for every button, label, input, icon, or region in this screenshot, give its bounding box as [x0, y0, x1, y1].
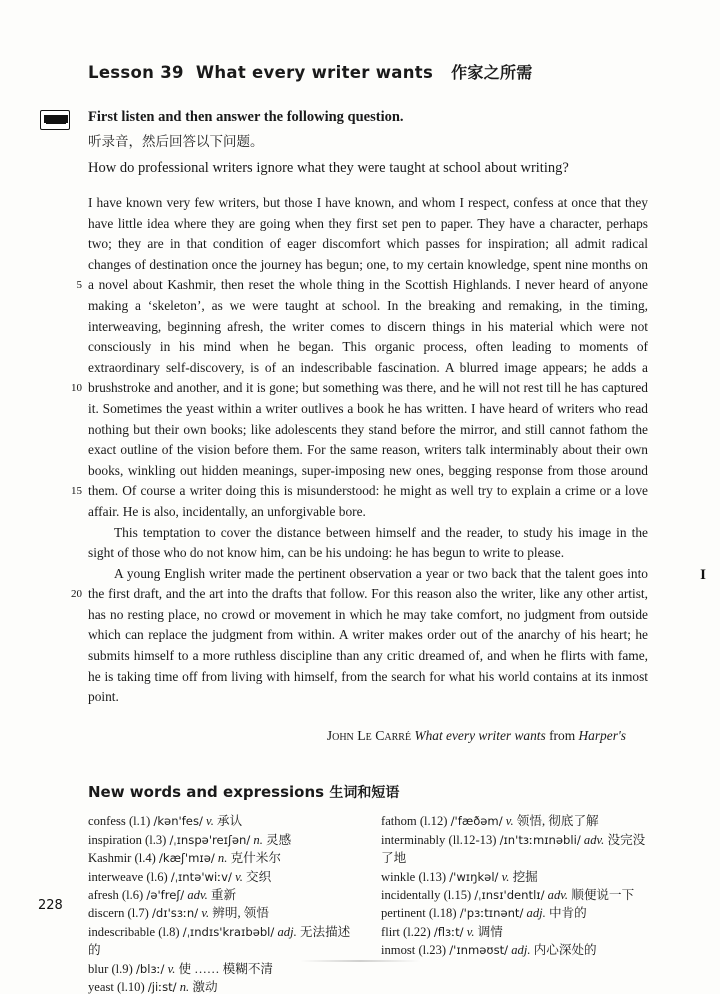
new-word-translation: 承认	[217, 814, 243, 829]
new-word-ref: (l.4)	[134, 851, 156, 866]
new-word-entry	[381, 923, 648, 941]
new-word-translation: 辨明, 领悟	[212, 906, 269, 921]
new-words-heading	[88, 782, 648, 802]
new-word-ref: (l.1)	[128, 814, 151, 829]
new-words-heading-chinese: 生词和短语	[329, 785, 400, 802]
new-word-ref: (l.9)	[111, 961, 133, 976]
new-word-translation: 克什米尔	[230, 851, 281, 866]
new-word-entry	[381, 868, 648, 886]
page-title	[88, 60, 648, 83]
passage-body	[71, 193, 648, 746]
new-word-ref: (l.6)	[146, 869, 168, 884]
new-word-phonetic: /jiːst/	[147, 980, 177, 995]
scan-artifact	[300, 960, 420, 962]
new-word-phonetic: /dɪ'sɜːn/	[152, 906, 199, 921]
lesson-title-english: What every writer wants	[195, 63, 434, 82]
new-word-phonetic: /ˌɪnsɪ'dentlɪ/	[474, 888, 545, 903]
new-word-pos: n.	[253, 832, 263, 847]
new-word-pos: adj.	[526, 906, 546, 921]
line-number: 5	[76, 279, 82, 292]
lesson-title-chinese: 作家之所需	[451, 63, 533, 82]
new-word-pos: v.	[201, 906, 210, 921]
new-word-term: indescribable	[88, 924, 156, 939]
new-word-phonetic: /ˌɪntə'wiːv/	[170, 869, 232, 884]
new-word-phonetic: /blɜː/	[135, 961, 165, 976]
new-word-term: blur	[88, 961, 109, 976]
new-word-ref: (ll.12-13)	[448, 832, 497, 847]
new-word-term: inmost	[381, 943, 416, 958]
new-word-pos: adv.	[187, 888, 208, 903]
new-word-pos: v.	[167, 961, 176, 976]
new-word-entry	[88, 886, 355, 904]
new-word-phonetic: /'ɪnməʊst/	[449, 943, 509, 958]
new-word-pos: n.	[217, 851, 228, 866]
new-word-term: flirt	[381, 924, 400, 939]
new-word-term: incidentally	[381, 888, 441, 903]
new-word-entry	[381, 831, 648, 868]
passage-paragraph: I have known very few writers, but those I have known, and whom I respect, confess at once that they have little idea where they are going when they first set pen to paper. They have a character, perhaps two; they are in that condition of eager discomfort which passes for inspiration; all admit radical changes of destination once the journey has begun; one, to my certain knowledge, spent nine months on a novel about Kashmir, then reset the whole thing in the Scottish Highlands. I never heard of anyone making a ‘skeleton’, as we were taught at school. In the breaking and remaking, in the timing, interweaving, beginning afresh, the writer comes to discern things in his material which were not consciously in his mind when he began. This organic process, often leading to moments of extraordinary self-discovery, is of an indescribable fascination. A blurred image appears; he adds a brushstroke and another, and it is gone; but something was there, and he will not rest till he has captured it. Sometimes the yeast within a writer outlives a book he has written. I have heard of writers who read nothing but their own books; like adolescents they stand before the mirror, and still cannot fathom the exact outline of the vision before them. For the same reason, writers talk interminably about their own books, winkling out hidden meanings, super-imposing new ones, begging response from those around them. Of course a writer doing this is misunderstood: he might as well try to explain a crime or a love affair. He is also, incidentally, an unforgivable bore.	[88, 195, 648, 519]
new-word-translation: 激动	[192, 980, 218, 995]
new-word-phonetic: /ˌɪnspə'reɪʃən/	[169, 832, 251, 847]
new-word-translation: 使 …… 模糊不清	[178, 961, 273, 976]
new-word-term: discern	[88, 906, 125, 921]
new-word-term: interminably	[381, 832, 446, 847]
passage-paragraph: This temptation to cover the distance between himself and the reader, to study his image in the sight of those who do not know him, can be his undoing: he has begun to write to please.	[88, 524, 648, 561]
new-word-ref: (l.18)	[428, 906, 457, 921]
new-word-pos: v.	[501, 869, 510, 884]
new-word-phonetic: /'wɪŋkəl/	[449, 869, 499, 884]
new-word-ref: (l.15)	[443, 888, 472, 903]
new-words-list	[88, 812, 648, 996]
new-word-ref: (l.23)	[418, 943, 447, 958]
new-word-translation: 中肯的	[548, 906, 587, 921]
new-word-ref: (l.8)	[158, 924, 180, 939]
new-word-translation: 调情	[477, 924, 503, 939]
new-word-term: pertinent	[381, 906, 426, 921]
line-numbers	[66, 193, 82, 605]
new-word-entry	[88, 812, 355, 830]
new-word-term: confess	[88, 814, 126, 829]
new-word-entry	[88, 831, 355, 849]
new-word-ref: (l.13)	[418, 869, 447, 884]
new-word-pos: n.	[179, 980, 190, 995]
new-word-translation: 顺便说一下	[571, 888, 635, 903]
new-word-phonetic: /ˌɪndɪs'kraɪbəbl/	[182, 924, 275, 939]
new-word-pos: adv.	[547, 888, 569, 903]
new-word-ref: (l.3)	[145, 832, 167, 847]
new-word-entry	[88, 960, 355, 978]
new-word-translation: 挖掘	[512, 869, 538, 884]
new-word-ref: (l.6)	[121, 888, 144, 903]
new-words-column-left	[88, 812, 355, 996]
new-word-pos: adj.	[511, 943, 531, 958]
new-word-ref: (l.10)	[117, 980, 145, 995]
new-word-entry	[381, 886, 648, 904]
byline-source: Harper's	[578, 727, 626, 743]
new-word-translation: 无法描述的	[88, 924, 351, 958]
new-word-entry	[88, 904, 355, 922]
new-word-phonetic: /ə'freʃ/	[146, 888, 185, 903]
new-word-pos: v.	[466, 924, 475, 939]
line-number: 10	[71, 382, 82, 395]
new-word-entry	[88, 849, 355, 867]
page-content	[71, 60, 648, 997]
byline-title: What every writer wants	[414, 727, 546, 743]
new-word-phonetic: /ɪn'tɜːmɪnəbli/	[499, 832, 581, 847]
new-word-translation: 交织	[246, 869, 272, 884]
lesson-number: Lesson 39	[88, 63, 184, 82]
new-word-translation: 重新	[210, 888, 237, 903]
new-word-term: yeast	[88, 980, 114, 995]
new-word-ref: (l.12)	[419, 814, 448, 829]
listen-instruction-english: First listen and then answer the following question.	[88, 109, 404, 125]
new-word-entry	[381, 941, 648, 959]
byline-from: from	[549, 727, 576, 743]
new-word-pos: v.	[235, 869, 243, 884]
new-word-phonetic: /flɜːt/	[433, 924, 464, 939]
page-number: 228	[38, 898, 63, 913]
byline-author: John Le Carré	[326, 727, 412, 743]
new-word-entry	[88, 923, 355, 960]
new-word-phonetic: /kən'fes/	[153, 814, 203, 829]
new-word-term: afresh	[88, 888, 119, 903]
new-word-phonetic: /'fæðəm/	[450, 814, 503, 829]
new-word-ref: (l.22)	[403, 924, 431, 939]
listen-question: How do professional writers ignore what they were taught at school about writing?	[88, 160, 569, 176]
new-word-term: winkle	[381, 869, 416, 884]
new-words-heading-english: New words and expressions	[88, 783, 325, 802]
new-word-phonetic: /'pɜːtɪnənt/	[459, 906, 524, 921]
new-word-translation: 没完没了地	[381, 832, 646, 866]
new-word-phonetic: /kæʃ'mɪə/	[159, 851, 215, 866]
margin-mark: I	[700, 567, 706, 583]
new-word-term: interweave	[88, 869, 144, 884]
listen-instruction-block	[88, 109, 648, 177]
new-word-entry	[88, 868, 355, 886]
new-word-translation: 灵感	[266, 832, 292, 847]
listen-instruction-chinese: 听录音，然后回答以下问题。	[88, 134, 264, 149]
cassette-icon	[40, 110, 70, 130]
byline	[88, 726, 648, 747]
new-words-column-right	[381, 812, 648, 996]
new-word-term: inspiration	[88, 832, 142, 847]
new-word-pos: v.	[206, 814, 214, 829]
line-number: 20	[71, 588, 82, 601]
new-word-term: fathom	[381, 814, 417, 829]
new-word-translation: 内心深处的	[533, 943, 597, 958]
new-word-term: Kashmir	[88, 851, 132, 866]
passage-paragraph: A young English writer made the pertinent observation a year or two back that the talent goes into the first draft, and the art into the drafts that follow. For this reason also the writer, like any other artist, has no resting place, no crowd or movement in which he may take comfort, no judgment from outside which can replace the judgment from within. A writer makes order out of the anarchy of his heart; he submits himself to a more ruthless discipline than any critic dreamed of, and when he flirts with fame, he is taking time off from living with himself, from the search for what his world contains at its inmost point.	[88, 565, 648, 705]
new-word-pos: v.	[505, 814, 514, 829]
new-word-entry	[381, 904, 648, 922]
new-word-translation: 领悟, 彻底了解	[516, 814, 599, 829]
new-word-ref: (l.7)	[127, 906, 149, 921]
line-number: 15	[71, 485, 82, 498]
new-word-pos: adv.	[583, 832, 605, 847]
new-word-entry	[381, 812, 648, 830]
new-word-pos: adj.	[277, 924, 297, 939]
